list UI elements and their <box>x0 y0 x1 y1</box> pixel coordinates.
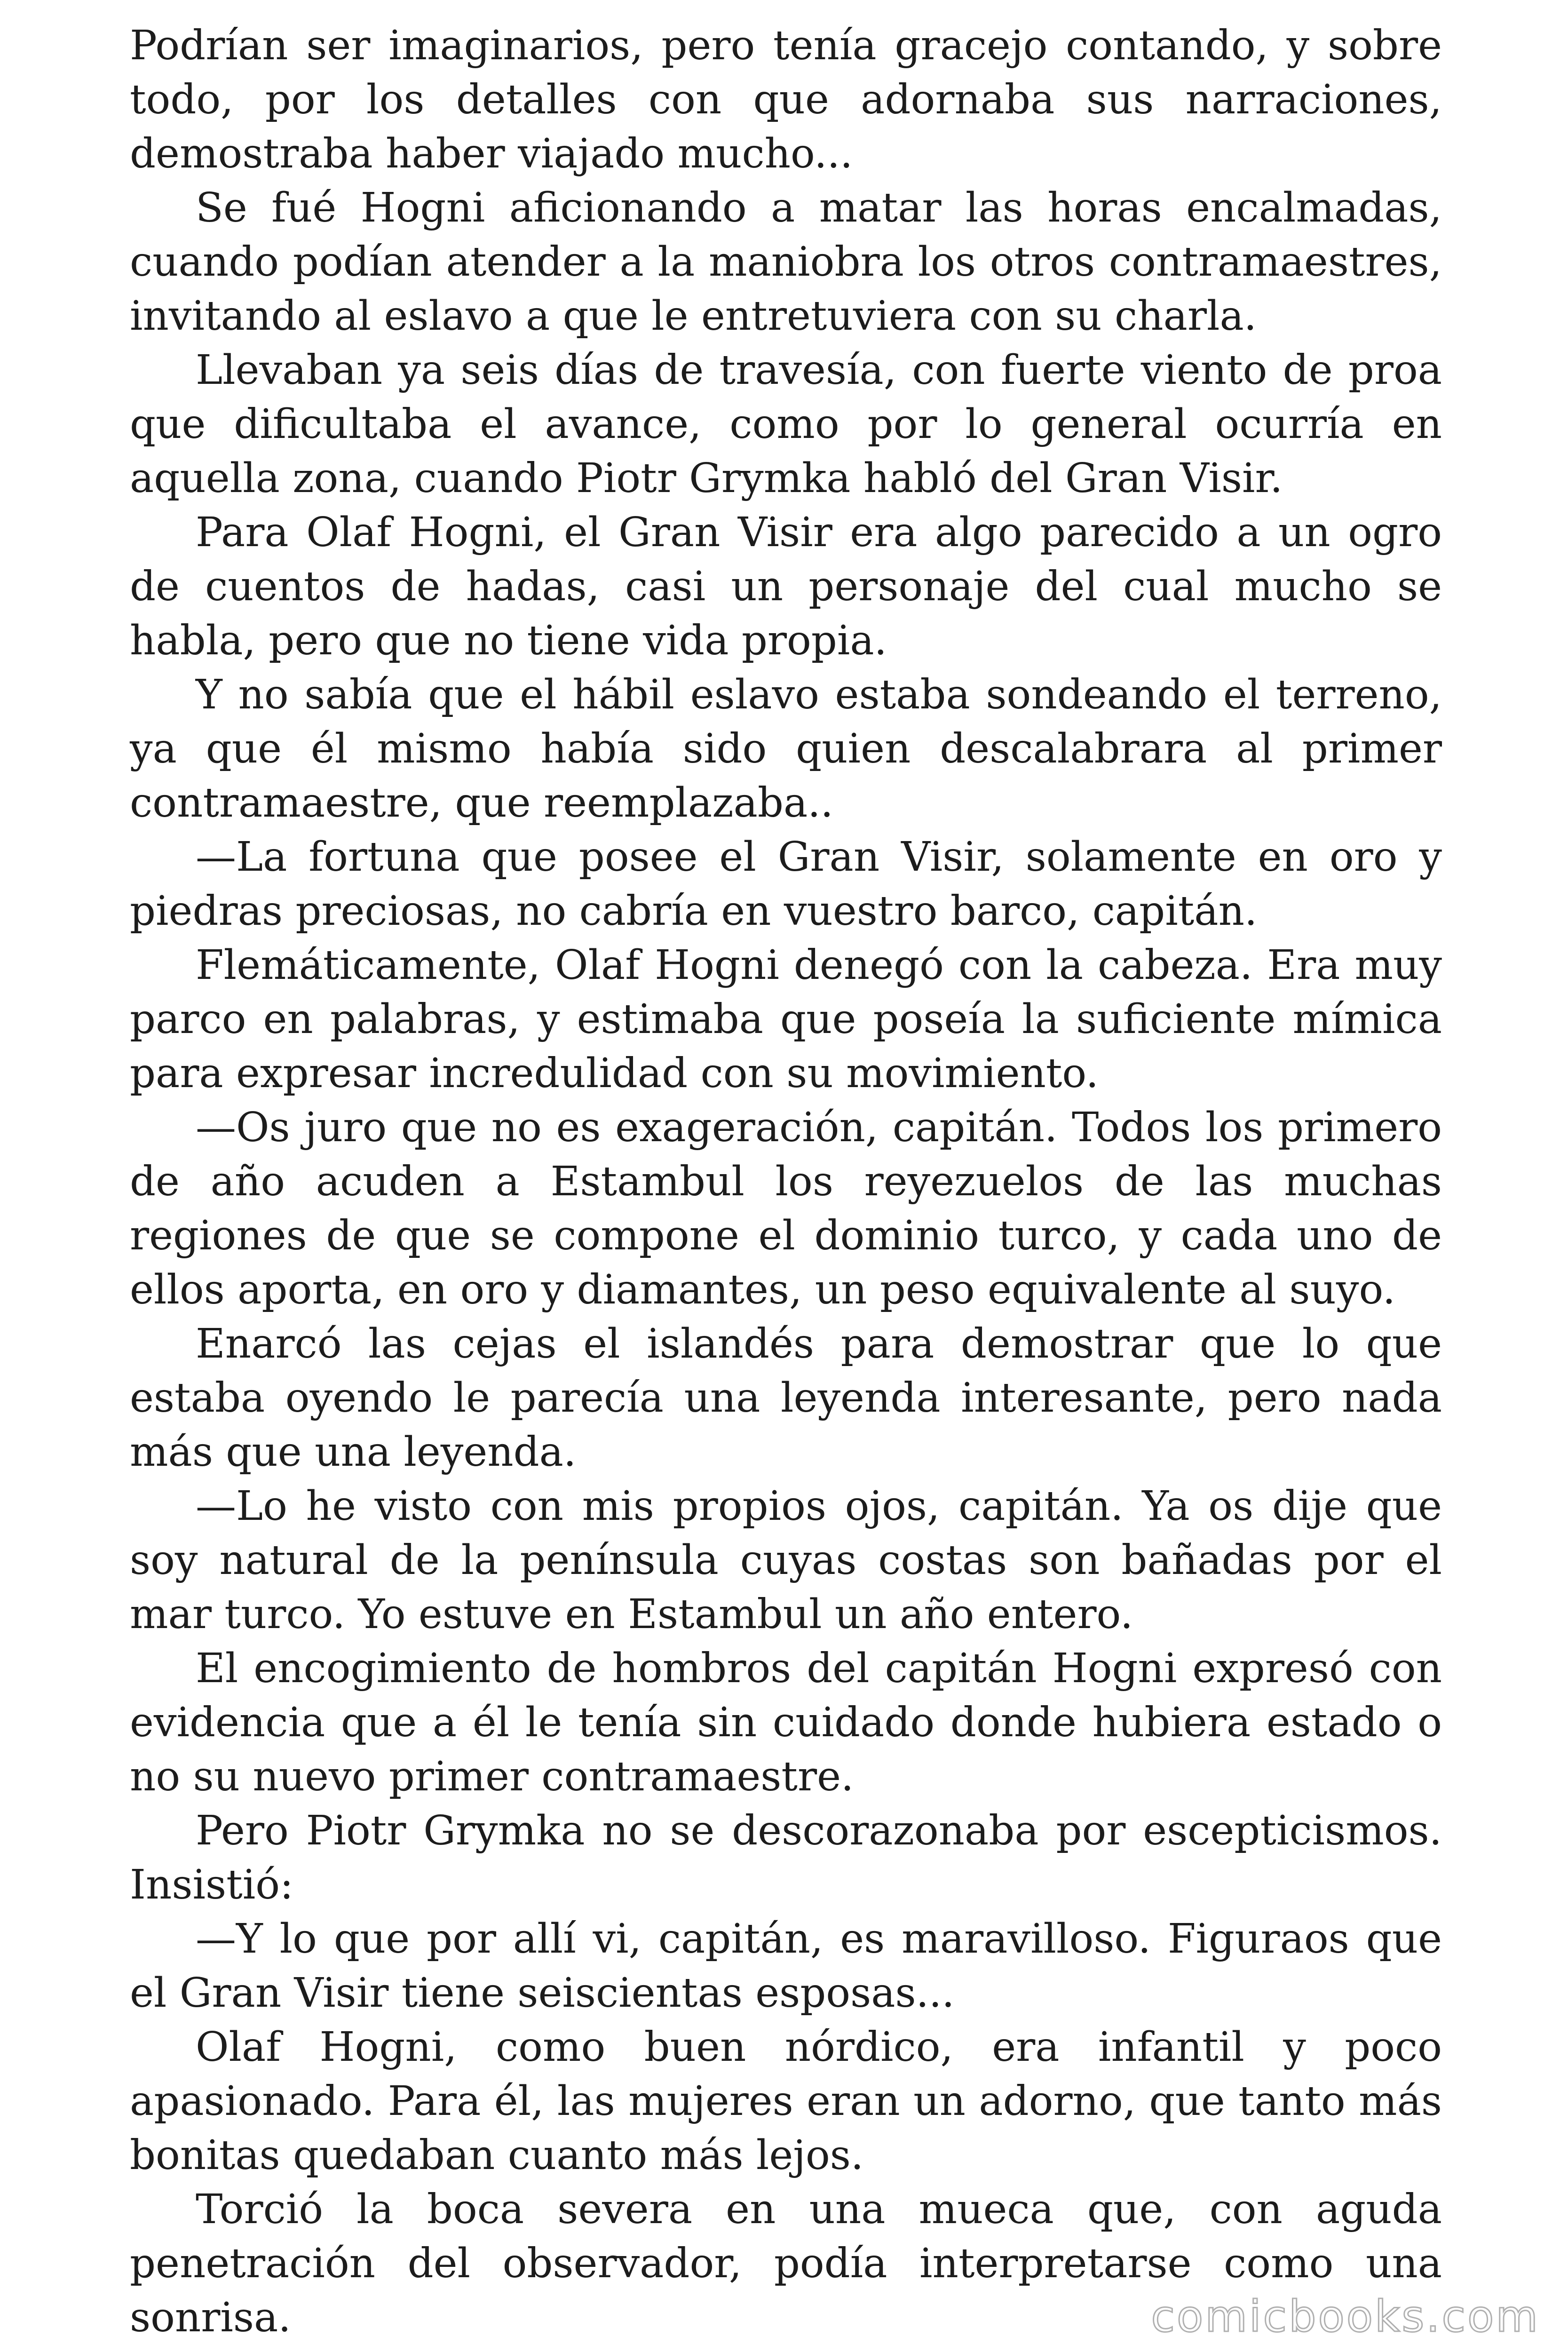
paragraph-9: Enarcó las cejas el islandés para demostrar que lo que estaba oyendo le parecía una leyenda interesante, pero nada más que una leyenda. <box>130 1320 1442 1476</box>
paragraph-8: —Os juro que no es exageración, capitán. Todos los primero de año acuden a Estambul los reyezuelos de las muchas regiones de que se compone el dominio turco, y cada uno de ellos aporta, en oro y diamantes, un peso equivalente al suyo. <box>130 1104 1442 1313</box>
paragraph-5: Y no sabía que el hábil eslavo estaba sondeando el terreno, ya que él mismo había sido quien descalabrara al primer contramaestre, que reemplazaba.. <box>130 671 1442 826</box>
body-text <box>130 19 1442 2345</box>
paragraph-6: —La fortuna que posee el Gran Visir, solamente en oro y piedras preciosas, no cabría en vuestro barco, capitán. <box>130 834 1442 935</box>
watermark: comicbooks.com <box>1151 2291 1540 2342</box>
paragraph-7: Flemáticamente, Olaf Hogni denegó con la cabeza. Era muy parco en palabras, y estimaba que poseía la suficiente mímica para expresar incredulidad con su movimiento. <box>130 942 1442 1097</box>
paragraph-10: —Lo he visto con mis propios ojos, capitán. Ya os dije que soy natural de la península cuyas costas son bañadas por el mar turco. Yo estuve en Estambul un año entero. <box>130 1483 1442 1638</box>
paragraph-1: Podrían ser imaginarios, pero tenía gracejo contando, y sobre todo, por los detalles con que adornaba sus narraciones, demostraba haber viajado mucho... <box>130 22 1442 177</box>
paragraph-15: Torció la boca severa en una mueca que, con aguda penetración del observador, podía interpretarse como una sonrisa. <box>130 2186 1442 2341</box>
paragraph-13: —Y lo que por allí vi, capitán, es maravilloso. Figuraos que el Gran Visir tiene seiscientas esposas... <box>130 1915 1442 2017</box>
paragraph-4: Para Olaf Hogni, el Gran Visir era algo parecido a un ogro de cuentos de hadas, casi un personaje del cual mucho se habla, pero que no tiene vida propia. <box>130 509 1442 664</box>
paragraph-3: Llevaban ya seis días de travesía, con fuerte viento de proa que dificultaba el avance, como por lo general ocurría en aquella zona, cuando Piotr Grymka habló del Gran Visir. <box>130 347 1442 502</box>
paragraph-14: Olaf Hogni, como buen nórdico, era infantil y poco apasionado. Para él, las mujeres eran un adorno, que tanto más bonitas quedaban cuanto más lejos. <box>130 2024 1442 2179</box>
paragraph-11: El encogimiento de hombros del capitán Hogni expresó con evidencia que a él le tenía sin cuidado donde hubiera estado o no su nuevo primer contramaestre. <box>130 1645 1442 1800</box>
paragraph-2: Se fué Hogni aficionando a matar las horas encalmadas, cuando podían atender a la maniobra los otros contramaestres, invitando al eslavo a que le entretuviera con su charla. <box>130 184 1442 340</box>
paragraph-12: Pero Piotr Grymka no se descorazonaba por escepticismos. Insistió: <box>130 1807 1442 1908</box>
